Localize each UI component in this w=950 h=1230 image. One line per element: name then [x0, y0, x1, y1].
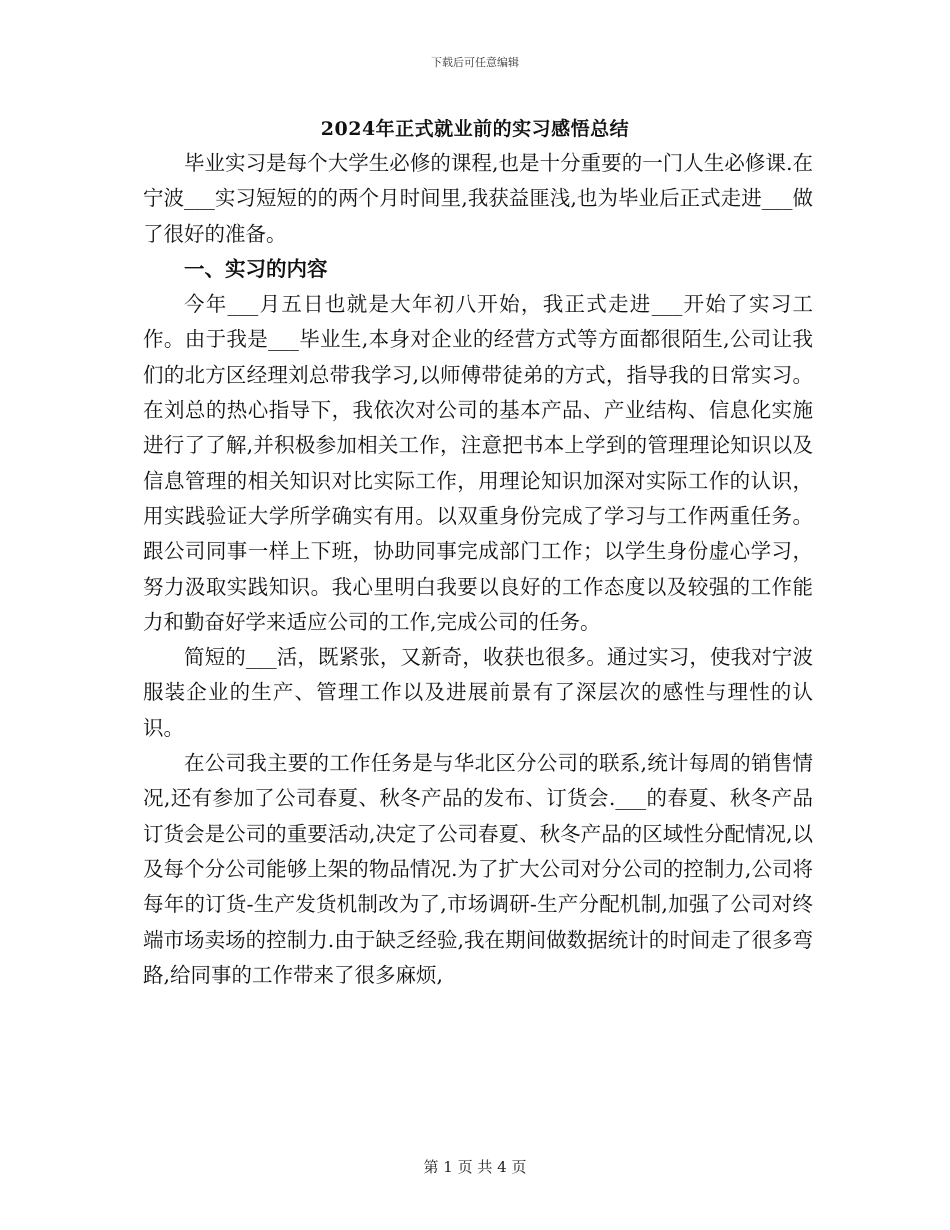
- header-note: 下载后可任意编辑: [431, 56, 519, 69]
- document-title: 2024年正式就业前的实习感悟总结: [320, 118, 630, 140]
- paragraph-internship-start: 今年___月五日也就是大年初八开始，我正式走进___开始了实习工作。由于我是___毕业生,本身对企业的经营方式等方面都很陌生,公司让我们的北方区经理刘总带我学习,以师傅带徒弟的方式，指导我的日常实习。在刘总的热心指导下，我依次对公司的基本产品、产业结构、信息化实施进行了了解,并积极参加相关工作，注意把书本上学到的管理理论知识以及信息管理的相关知识对比实际工作，用理论知识加深对实际工作的认识，用实践验证大学所学确实有用。以双重身份完成了学习与工作两重任务。跟公司同事一样上下班，协助同事完成部门工作；以学生身份虚心学习，努力汲取实践知识。我心里明白我要以良好的工作态度以及较强的工作能力和勤奋好学来适应公司的工作,完成公司的任务。: [143, 292, 813, 634]
- document-body: [143, 146, 813, 993]
- paragraph-work-tasks: 在公司我主要的工作任务是与华北区分公司的联系,统计每周的销售情况,还有参加了公司春夏、秋冬产品的发布、订货会.___的春夏、秋冬产品订货会是公司的重要活动,决定了公司春夏、秋冬产品的区域性分配情况,以及每个分公司能够上架的物品情况.为了扩大公司对分公司的控制力,公司将每年的订货-生产发货机制改为了,市场调研-生产分配机制,加强了公司对终端市场卖场的控制力.由于缺乏经验,我在期间做数据统计的时间走了很多弯路,给同事的工作带来了很多麻烦,: [143, 751, 813, 987]
- section-heading-internship-content: 一、实习的内容: [184, 256, 328, 281]
- paragraph-internship-life: 简短的___活，既紧张，又新奇，收获也很多。通过实习，使我对宁波服装企业的生产、管理工作以及进展前景有了深层次的感性与理性的认识。: [143, 645, 813, 740]
- page-footer: 第 1 页 共 4 页: [423, 1158, 527, 1176]
- paragraph-intro: 毕业实习是每个大学生必修的课程,也是十分重要的一门人生必修课.在宁波___实习短短的的两个月时间里,我获益匪浅,也为毕业后正式走进___做了很好的准备。: [143, 151, 813, 246]
